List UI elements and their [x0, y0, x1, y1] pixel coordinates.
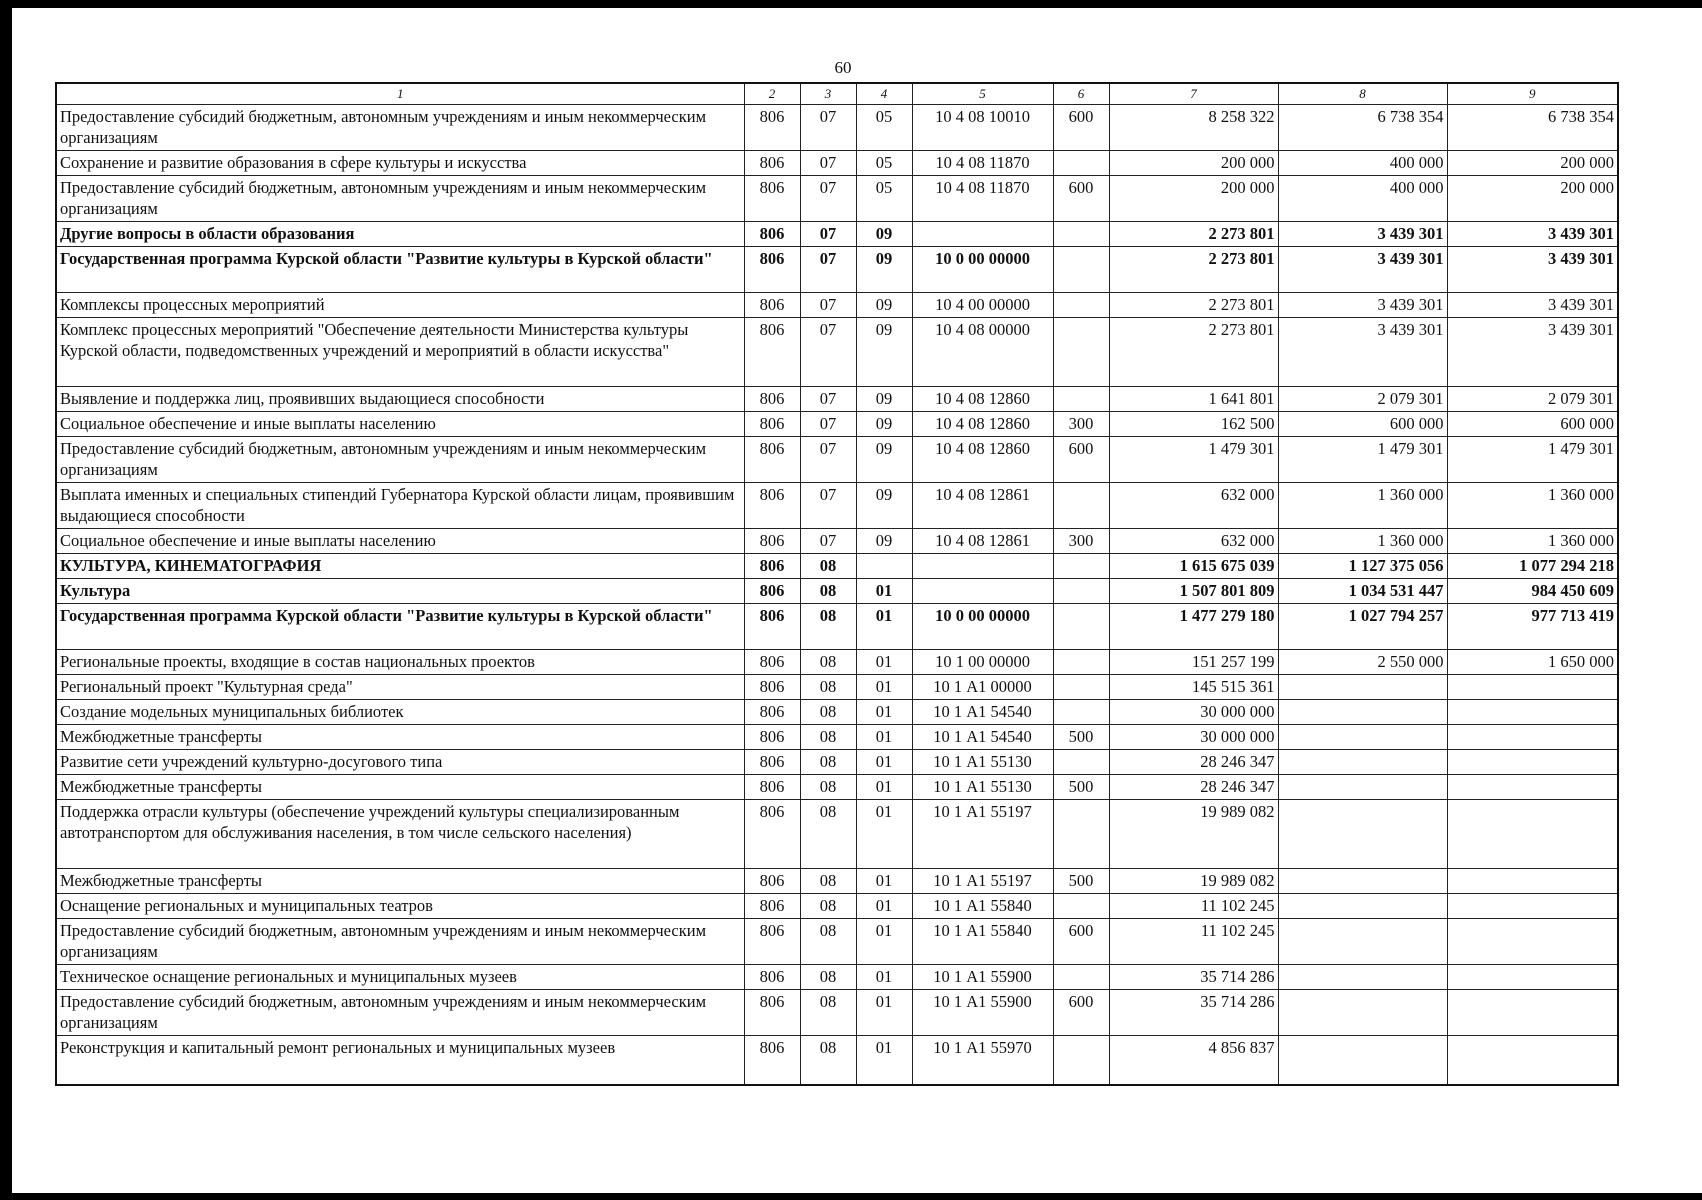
budget-table	[55, 82, 1619, 1086]
cell-target-article: 10 1 А1 55197	[912, 869, 1053, 894]
cell-grbs: 806	[744, 965, 800, 990]
cell-amount-year2	[1278, 700, 1447, 725]
cell-amount-year3: 984 450 609	[1447, 579, 1618, 604]
cell-subsection: 09	[856, 412, 912, 437]
cell-name: Социальное обеспечение и иные выплаты населению	[56, 529, 744, 554]
cell-subsection	[856, 554, 912, 579]
cell-expense-type	[1053, 293, 1109, 318]
cell-expense-type: 600	[1053, 990, 1109, 1036]
cell-name: Оснащение региональных и муниципальных театров	[56, 894, 744, 919]
cell-amount-year2: 3 439 301	[1278, 318, 1447, 387]
cell-name: Предоставление субсидий бюджетным, автономным учреждениям и иным некоммерческим организациям	[56, 437, 744, 483]
cell-amount-year3: 1 650 000	[1447, 650, 1618, 675]
cell-amount-year1: 4 856 837	[1109, 1036, 1278, 1086]
cell-grbs: 806	[744, 604, 800, 650]
cell-amount-year3	[1447, 700, 1618, 725]
cell-target-article: 10 1 А1 55130	[912, 750, 1053, 775]
cell-target-article: 10 1 А1 54540	[912, 700, 1053, 725]
cell-grbs: 806	[744, 775, 800, 800]
cell-expense-type	[1053, 483, 1109, 529]
column-number: 7	[1109, 83, 1278, 105]
cell-amount-year1: 2 273 801	[1109, 318, 1278, 387]
cell-section: 08	[800, 554, 856, 579]
cell-grbs: 806	[744, 222, 800, 247]
cell-amount-year1: 11 102 245	[1109, 919, 1278, 965]
cell-expense-type: 500	[1053, 725, 1109, 750]
cell-target-article: 10 4 08 12861	[912, 483, 1053, 529]
cell-name: Выявление и поддержка лиц, проявивших выдающиеся способности	[56, 387, 744, 412]
cell-amount-year2	[1278, 800, 1447, 869]
table-row	[56, 293, 1618, 318]
cell-amount-year2	[1278, 869, 1447, 894]
cell-amount-year3: 1 077 294 218	[1447, 554, 1618, 579]
table-row	[56, 800, 1618, 869]
cell-target-article: 10 1 А1 55840	[912, 919, 1053, 965]
cell-grbs: 806	[744, 869, 800, 894]
cell-amount-year2: 400 000	[1278, 151, 1447, 176]
cell-target-article: 10 4 08 12861	[912, 529, 1053, 554]
table-row	[56, 222, 1618, 247]
cell-grbs: 806	[744, 483, 800, 529]
cell-amount-year1: 30 000 000	[1109, 700, 1278, 725]
cell-expense-type	[1053, 222, 1109, 247]
cell-amount-year2	[1278, 750, 1447, 775]
cell-expense-type	[1053, 675, 1109, 700]
cell-amount-year1: 8 258 322	[1109, 105, 1278, 151]
cell-name: Развитие сети учреждений культурно-досугового типа	[56, 750, 744, 775]
cell-amount-year2	[1278, 965, 1447, 990]
cell-name: КУЛЬТУРА, КИНЕМАТОГРАФИЯ	[56, 554, 744, 579]
cell-section: 08	[800, 965, 856, 990]
table-row	[56, 554, 1618, 579]
cell-amount-year3: 2 079 301	[1447, 387, 1618, 412]
cell-section: 07	[800, 176, 856, 222]
cell-section: 07	[800, 412, 856, 437]
cell-target-article: 10 1 А1 55197	[912, 800, 1053, 869]
cell-subsection: 05	[856, 176, 912, 222]
cell-target-article	[912, 554, 1053, 579]
cell-amount-year3: 3 439 301	[1447, 247, 1618, 293]
cell-subsection: 01	[856, 650, 912, 675]
cell-target-article: 10 4 08 11870	[912, 151, 1053, 176]
cell-amount-year3	[1447, 919, 1618, 965]
cell-name: Межбюджетные трансферты	[56, 775, 744, 800]
cell-name: Реконструкция и капитальный ремонт региональных и муниципальных музеев	[56, 1036, 744, 1086]
cell-amount-year3: 6 738 354	[1447, 105, 1618, 151]
cell-subsection: 01	[856, 1036, 912, 1086]
cell-section: 08	[800, 1036, 856, 1086]
cell-amount-year2: 1 127 375 056	[1278, 554, 1447, 579]
cell-name: Государственная программа Курской области "Развитие культуры в Курской области"	[56, 604, 744, 650]
cell-section: 07	[800, 483, 856, 529]
cell-subsection: 09	[856, 529, 912, 554]
cell-grbs: 806	[744, 105, 800, 151]
cell-amount-year1: 1 477 279 180	[1109, 604, 1278, 650]
cell-target-article: 10 1 А1 55900	[912, 965, 1053, 990]
cell-expense-type	[1053, 318, 1109, 387]
cell-target-article: 10 1 00 00000	[912, 650, 1053, 675]
cell-subsection: 01	[856, 675, 912, 700]
table-row	[56, 965, 1618, 990]
column-number: 6	[1053, 83, 1109, 105]
cell-name: Межбюджетные трансферты	[56, 725, 744, 750]
cell-amount-year1: 2 273 801	[1109, 247, 1278, 293]
cell-subsection: 09	[856, 318, 912, 387]
cell-grbs: 806	[744, 750, 800, 775]
page-number: 60	[834, 58, 852, 77]
cell-amount-year3: 200 000	[1447, 176, 1618, 222]
cell-name: Предоставление субсидий бюджетным, автономным учреждениям и иным некоммерческим организациям	[56, 919, 744, 965]
table-row	[56, 387, 1618, 412]
cell-grbs: 806	[744, 675, 800, 700]
cell-amount-year2: 3 439 301	[1278, 222, 1447, 247]
cell-amount-year2: 600 000	[1278, 412, 1447, 437]
cell-subsection: 09	[856, 222, 912, 247]
cell-subsection: 01	[856, 579, 912, 604]
cell-amount-year3	[1447, 800, 1618, 869]
cell-section: 08	[800, 650, 856, 675]
cell-grbs: 806	[744, 247, 800, 293]
cell-expense-type: 300	[1053, 529, 1109, 554]
cell-expense-type	[1053, 579, 1109, 604]
cell-target-article: 10 0 00 00000	[912, 247, 1053, 293]
cell-grbs: 806	[744, 318, 800, 387]
cell-expense-type	[1053, 650, 1109, 675]
table-row	[56, 247, 1618, 293]
cell-target-article: 10 4 08 12860	[912, 412, 1053, 437]
cell-amount-year2: 400 000	[1278, 176, 1447, 222]
cell-expense-type	[1053, 965, 1109, 990]
column-number: 1	[56, 83, 744, 105]
cell-subsection: 01	[856, 919, 912, 965]
table-row	[56, 318, 1618, 387]
cell-amount-year3	[1447, 725, 1618, 750]
cell-name: Социальное обеспечение и иные выплаты населению	[56, 412, 744, 437]
column-number: 3	[800, 83, 856, 105]
column-number: 8	[1278, 83, 1447, 105]
table-row	[56, 412, 1618, 437]
cell-section: 07	[800, 105, 856, 151]
cell-grbs: 806	[744, 919, 800, 965]
cell-subsection: 01	[856, 604, 912, 650]
cell-amount-year2: 3 439 301	[1278, 247, 1447, 293]
cell-target-article: 10 1 А1 55840	[912, 894, 1053, 919]
scan-border-bottom	[0, 1193, 1702, 1200]
cell-amount-year3: 1 479 301	[1447, 437, 1618, 483]
cell-subsection: 09	[856, 247, 912, 293]
cell-amount-year2	[1278, 775, 1447, 800]
cell-name: Создание модельных муниципальных библиотек	[56, 700, 744, 725]
cell-amount-year3	[1447, 894, 1618, 919]
cell-section: 07	[800, 222, 856, 247]
cell-amount-year1: 2 273 801	[1109, 293, 1278, 318]
cell-amount-year1: 19 989 082	[1109, 869, 1278, 894]
cell-amount-year3: 3 439 301	[1447, 222, 1618, 247]
cell-amount-year1: 28 246 347	[1109, 775, 1278, 800]
cell-expense-type: 600	[1053, 176, 1109, 222]
cell-expense-type: 500	[1053, 869, 1109, 894]
table-row	[56, 105, 1618, 151]
cell-expense-type: 600	[1053, 919, 1109, 965]
cell-grbs: 806	[744, 293, 800, 318]
table-row	[56, 437, 1618, 483]
cell-amount-year2	[1278, 990, 1447, 1036]
cell-section: 08	[800, 725, 856, 750]
cell-grbs: 806	[744, 894, 800, 919]
cell-amount-year1: 19 989 082	[1109, 800, 1278, 869]
cell-grbs: 806	[744, 650, 800, 675]
table-row	[56, 725, 1618, 750]
cell-amount-year3: 200 000	[1447, 151, 1618, 176]
cell-amount-year3: 3 439 301	[1447, 293, 1618, 318]
cell-grbs: 806	[744, 529, 800, 554]
cell-section: 08	[800, 775, 856, 800]
cell-amount-year2: 2 550 000	[1278, 650, 1447, 675]
scan-border-left	[0, 0, 12, 1200]
cell-target-article: 10 1 А1 55970	[912, 1036, 1053, 1086]
cell-section: 07	[800, 387, 856, 412]
table-row	[56, 1036, 1618, 1086]
table-row	[56, 990, 1618, 1036]
cell-section: 07	[800, 437, 856, 483]
cell-expense-type	[1053, 554, 1109, 579]
cell-subsection: 01	[856, 700, 912, 725]
cell-amount-year1: 11 102 245	[1109, 894, 1278, 919]
cell-amount-year2	[1278, 919, 1447, 965]
table-row	[56, 750, 1618, 775]
cell-amount-year1: 151 257 199	[1109, 650, 1278, 675]
cell-subsection: 01	[856, 800, 912, 869]
cell-grbs: 806	[744, 579, 800, 604]
cell-amount-year1: 2 273 801	[1109, 222, 1278, 247]
cell-amount-year1: 30 000 000	[1109, 725, 1278, 750]
cell-target-article: 10 4 00 00000	[912, 293, 1053, 318]
cell-subsection: 01	[856, 894, 912, 919]
cell-amount-year2: 6 738 354	[1278, 105, 1447, 151]
cell-expense-type	[1053, 750, 1109, 775]
column-number-row	[56, 83, 1618, 105]
cell-amount-year3	[1447, 965, 1618, 990]
cell-section: 07	[800, 529, 856, 554]
cell-subsection: 01	[856, 990, 912, 1036]
cell-name: Региональный проект "Культурная среда"	[56, 675, 744, 700]
cell-section: 08	[800, 700, 856, 725]
cell-amount-year3: 977 713 419	[1447, 604, 1618, 650]
cell-section: 08	[800, 919, 856, 965]
cell-amount-year1: 1 479 301	[1109, 437, 1278, 483]
table-row	[56, 700, 1618, 725]
cell-name: Предоставление субсидий бюджетным, автономным учреждениям и иным некоммерческим организациям	[56, 105, 744, 151]
cell-target-article: 10 1 А1 54540	[912, 725, 1053, 750]
table-row	[56, 176, 1618, 222]
cell-subsection: 05	[856, 151, 912, 176]
cell-expense-type	[1053, 151, 1109, 176]
table-row	[56, 529, 1618, 554]
table-row	[56, 579, 1618, 604]
cell-target-article: 10 4 08 11870	[912, 176, 1053, 222]
cell-amount-year1: 145 515 361	[1109, 675, 1278, 700]
cell-amount-year3: 600 000	[1447, 412, 1618, 437]
cell-amount-year3	[1447, 869, 1618, 894]
cell-subsection: 05	[856, 105, 912, 151]
cell-name: Предоставление субсидий бюджетным, автономным учреждениям и иным некоммерческим организациям	[56, 990, 744, 1036]
table-row	[56, 604, 1618, 650]
cell-target-article: 10 1 А1 00000	[912, 675, 1053, 700]
cell-target-article: 10 4 08 00000	[912, 318, 1053, 387]
cell-section: 07	[800, 318, 856, 387]
cell-amount-year1: 1 615 675 039	[1109, 554, 1278, 579]
scan-border-top	[0, 0, 1702, 8]
table-row	[56, 894, 1618, 919]
cell-expense-type: 600	[1053, 105, 1109, 151]
cell-amount-year1: 35 714 286	[1109, 965, 1278, 990]
cell-subsection: 09	[856, 437, 912, 483]
cell-amount-year1: 28 246 347	[1109, 750, 1278, 775]
cell-amount-year1: 1 641 801	[1109, 387, 1278, 412]
cell-amount-year1: 200 000	[1109, 176, 1278, 222]
cell-name: Межбюджетные трансферты	[56, 869, 744, 894]
cell-grbs: 806	[744, 176, 800, 222]
cell-amount-year3	[1447, 1036, 1618, 1086]
cell-subsection: 01	[856, 750, 912, 775]
cell-subsection: 09	[856, 293, 912, 318]
cell-subsection: 09	[856, 387, 912, 412]
table-row	[56, 151, 1618, 176]
cell-grbs: 806	[744, 725, 800, 750]
cell-amount-year2: 1 027 794 257	[1278, 604, 1447, 650]
table-row	[56, 919, 1618, 965]
cell-amount-year3: 3 439 301	[1447, 318, 1618, 387]
cell-subsection: 01	[856, 869, 912, 894]
cell-amount-year3	[1447, 990, 1618, 1036]
cell-amount-year2: 2 079 301	[1278, 387, 1447, 412]
cell-expense-type: 500	[1053, 775, 1109, 800]
cell-grbs: 806	[744, 990, 800, 1036]
cell-grbs: 806	[744, 554, 800, 579]
cell-name: Предоставление субсидий бюджетным, автономным учреждениям и иным некоммерческим организациям	[56, 176, 744, 222]
cell-target-article: 10 0 00 00000	[912, 604, 1053, 650]
cell-section: 07	[800, 293, 856, 318]
column-number: 9	[1447, 83, 1618, 105]
cell-amount-year1: 35 714 286	[1109, 990, 1278, 1036]
cell-amount-year1: 200 000	[1109, 151, 1278, 176]
cell-name: Техническое оснащение региональных и муниципальных музеев	[56, 965, 744, 990]
cell-target-article: 10 4 08 10010	[912, 105, 1053, 151]
cell-subsection: 01	[856, 965, 912, 990]
cell-expense-type	[1053, 700, 1109, 725]
cell-name: Другие вопросы в области образования	[56, 222, 744, 247]
cell-section: 07	[800, 247, 856, 293]
cell-amount-year1: 632 000	[1109, 529, 1278, 554]
cell-section: 08	[800, 869, 856, 894]
cell-section: 08	[800, 579, 856, 604]
cell-expense-type	[1053, 247, 1109, 293]
cell-amount-year3: 1 360 000	[1447, 529, 1618, 554]
cell-amount-year3	[1447, 775, 1618, 800]
cell-amount-year3	[1447, 750, 1618, 775]
cell-grbs: 806	[744, 412, 800, 437]
cell-expense-type	[1053, 1036, 1109, 1086]
table-row	[56, 650, 1618, 675]
cell-name: Региональные проекты, входящие в состав национальных проектов	[56, 650, 744, 675]
cell-target-article	[912, 222, 1053, 247]
cell-target-article: 10 4 08 12860	[912, 437, 1053, 483]
table-row	[56, 869, 1618, 894]
cell-section: 08	[800, 800, 856, 869]
cell-grbs: 806	[744, 700, 800, 725]
cell-subsection: 01	[856, 775, 912, 800]
cell-expense-type	[1053, 800, 1109, 869]
cell-name: Комплекс процессных мероприятий "Обеспечение деятельности Министерства культуры Курской области, подведомственных учреждений и мероприятий в области искусства"	[56, 318, 744, 387]
cell-name: Поддержка отрасли культуры (обеспечение учреждений культуры специализированным автотранспортом для обслуживания населения, в том числе сельского населения)	[56, 800, 744, 869]
cell-section: 08	[800, 990, 856, 1036]
table-row	[56, 483, 1618, 529]
cell-subsection: 09	[856, 483, 912, 529]
cell-grbs: 806	[744, 800, 800, 869]
cell-amount-year1: 1 507 801 809	[1109, 579, 1278, 604]
table-row	[56, 775, 1618, 800]
cell-expense-type: 600	[1053, 437, 1109, 483]
cell-section: 08	[800, 750, 856, 775]
cell-target-article	[912, 579, 1053, 604]
cell-amount-year3: 1 360 000	[1447, 483, 1618, 529]
cell-expense-type	[1053, 387, 1109, 412]
cell-target-article: 10 4 08 12860	[912, 387, 1053, 412]
cell-name: Государственная программа Курской области "Развитие культуры в Курской области"	[56, 247, 744, 293]
cell-grbs: 806	[744, 1036, 800, 1086]
cell-amount-year2: 1 360 000	[1278, 483, 1447, 529]
cell-grbs: 806	[744, 437, 800, 483]
cell-amount-year2	[1278, 725, 1447, 750]
cell-section: 08	[800, 604, 856, 650]
cell-amount-year3	[1447, 675, 1618, 700]
cell-target-article: 10 1 А1 55900	[912, 990, 1053, 1036]
column-number: 4	[856, 83, 912, 105]
cell-grbs: 806	[744, 151, 800, 176]
cell-name: Комплексы процессных мероприятий	[56, 293, 744, 318]
cell-amount-year2: 1 034 531 447	[1278, 579, 1447, 604]
cell-expense-type	[1053, 894, 1109, 919]
cell-amount-year2	[1278, 894, 1447, 919]
cell-amount-year2	[1278, 1036, 1447, 1086]
cell-name: Выплата именных и специальных стипендий Губернатора Курской области лицам, проявившим выдающиеся способности	[56, 483, 744, 529]
cell-section: 08	[800, 894, 856, 919]
cell-amount-year1: 162 500	[1109, 412, 1278, 437]
cell-section: 08	[800, 675, 856, 700]
column-number: 2	[744, 83, 800, 105]
cell-name: Культура	[56, 579, 744, 604]
table-row	[56, 675, 1618, 700]
cell-grbs: 806	[744, 387, 800, 412]
cell-expense-type	[1053, 604, 1109, 650]
cell-amount-year1: 632 000	[1109, 483, 1278, 529]
cell-expense-type: 300	[1053, 412, 1109, 437]
cell-name: Сохранение и развитие образования в сфере культуры и искусства	[56, 151, 744, 176]
cell-amount-year2: 3 439 301	[1278, 293, 1447, 318]
column-number: 5	[912, 83, 1053, 105]
cell-subsection: 01	[856, 725, 912, 750]
cell-amount-year2: 1 479 301	[1278, 437, 1447, 483]
cell-amount-year2	[1278, 675, 1447, 700]
cell-amount-year2: 1 360 000	[1278, 529, 1447, 554]
cell-target-article: 10 1 А1 55130	[912, 775, 1053, 800]
cell-section: 07	[800, 151, 856, 176]
